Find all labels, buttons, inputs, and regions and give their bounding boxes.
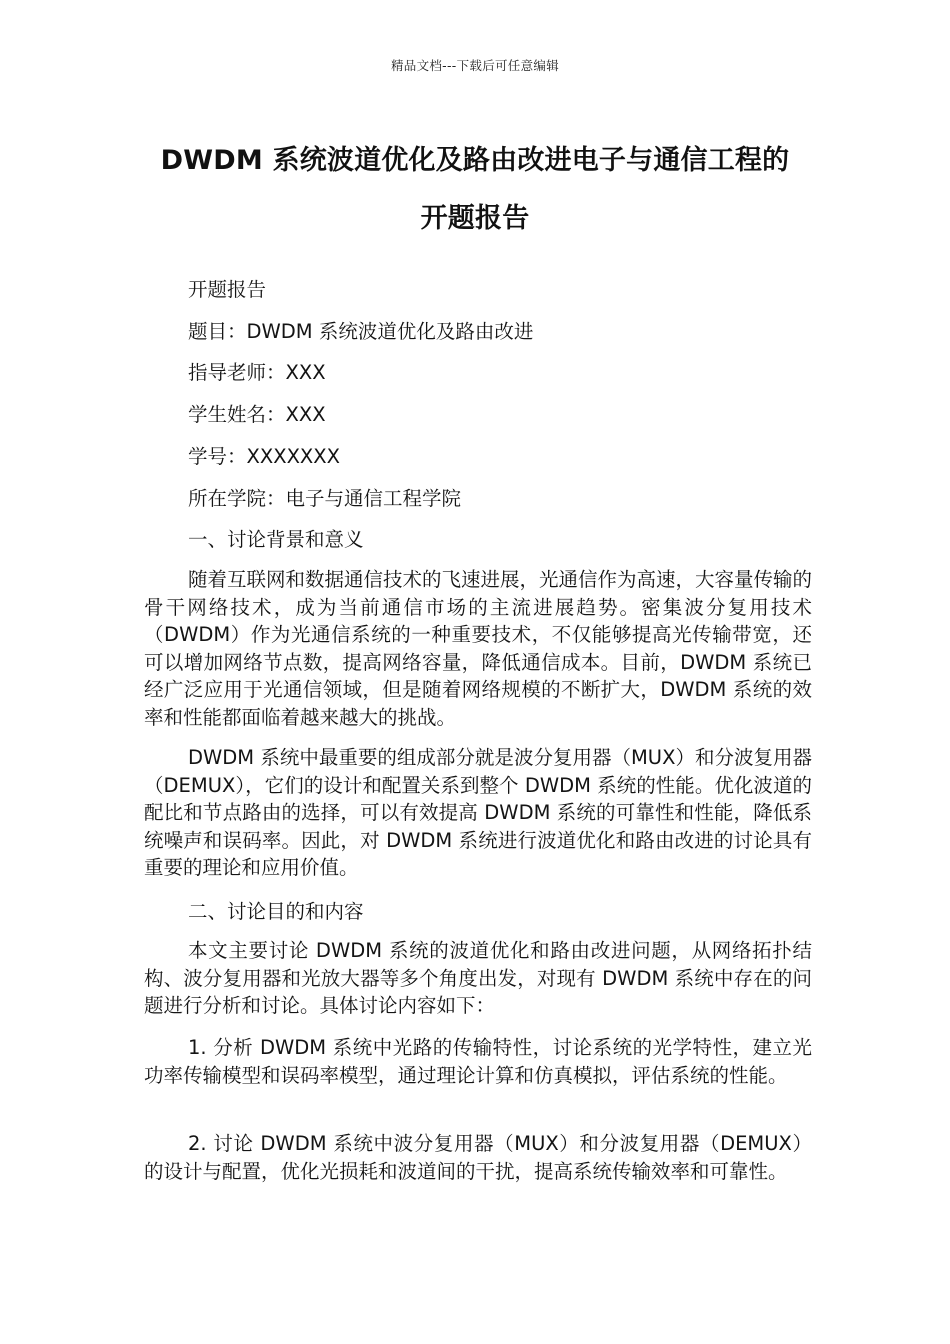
section-2-heading: 二、讨论目的和内容 <box>188 900 364 923</box>
advisor-line: 指导老师：XXX <box>188 361 326 384</box>
section-2-list-item-1: 1. 分析 DWDM 系统中光路的传输特性，讨论系统的光学特性，建立光功率传输模型和误码率模型，通过理论计算和仿真模拟，评估系统的性能。 <box>144 1036 812 1087</box>
student-id-line: 学号：XXXXXXX <box>188 445 341 468</box>
report-label: 开题报告 <box>188 278 267 301</box>
section-2-paragraph-1: 本文主要讨论 DWDM 系统的波道优化和路由改进问题，从网络拓扑结构、波分复用器和光放大器等多个角度出发，对现有 DWDM 系统中存在的问题进行分析和讨论。具体讨论内容如下： <box>144 939 812 1017</box>
section-1-paragraph-2: DWDM 系统中最重要的组成部分就是波分复用器（MUX）和分波复用器（DEMUX），它们的设计和配置关系到整个 DWDM 系统的性能。优化波道的配比和节点路由的选择，可以有效提高 DWDM 系统的可靠性和性能，降低系统噪声和误码率。因此，对 DWDM 系统进行波道优化和路由改进的讨论具有重要的理论和应用价值。 <box>144 746 812 879</box>
document-title-line-2: 开题报告 <box>420 203 530 234</box>
section-1-paragraph-1: 随着互联网和数据通信技术的飞速进展，光通信作为高速，大容量传输的骨干网络技术，成为当前通信市场的主流进展趋势。密集波分复用技术（DWDM）作为光通信系统的一种重要技术，不仅能够提高光传输带宽，还可以增加网络节点数，提高网络容量，降低通信成本。目前，DWDM 系统已经广泛应用于光通信领域，但是随着网络规模的不断扩大，DWDM 系统的效率和性能都面临着越来越大的挑战。 <box>144 568 813 729</box>
header-note: 精品文档---下载后可任意编辑 <box>390 58 560 73</box>
topic-line: 题目：DWDM 系统波道优化及路由改进 <box>188 320 534 343</box>
document-title-line-1: DWDM 系统波道优化及路由改进电子与通信工程的 <box>160 145 790 176</box>
section-1-heading: 一、讨论背景和意义 <box>188 528 364 551</box>
college-line: 所在学院：电子与通信工程学院 <box>188 487 462 510</box>
student-name-line: 学生姓名：XXX <box>188 403 326 426</box>
section-2-list-item-2: 2. 讨论 DWDM 系统中波分复用器（MUX）和分波复用器（DEMUX）的设计与配置，优化光损耗和波道间的干扰，提高系统传输效率和可靠性。 <box>144 1132 812 1183</box>
